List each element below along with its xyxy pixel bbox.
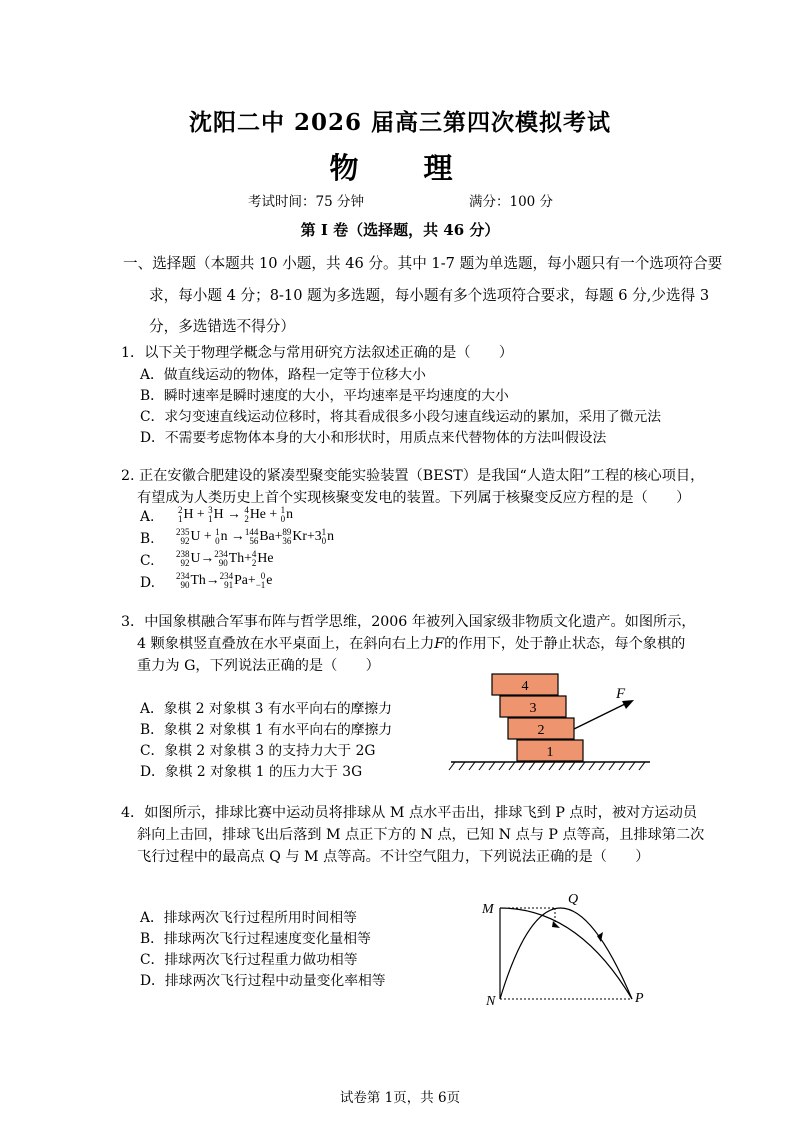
part-heading: 第 I 卷（选择题，共 46 分） — [300, 221, 500, 239]
point-m-label: M — [482, 902, 494, 917]
svg-text:3: 3 — [529, 701, 537, 716]
svg-text:1: 1 — [546, 745, 554, 760]
point-n-label: N — [486, 994, 496, 1009]
svg-text:4: 4 — [521, 679, 529, 694]
table-hatching — [449, 762, 645, 770]
q2-option-a-label: A. — [140, 509, 155, 525]
q2-option-a-equation: 2 1 H + 3 1 H → 4 2 He + 1 0 n — [178, 505, 294, 524]
q2-option-c-equation: 238 92 U→ 234 90 Th+ 4 2 He — [176, 549, 274, 568]
q4-stem-line-3: 飞行过程中的最高点 Q 与 M 点等高。不计空气阻力，下列说法正确的是（ ） — [137, 849, 650, 865]
q2-option-d-label: D. — [140, 575, 155, 591]
q4-option-b: B．排球两次飞行过程速度变化量相等 — [140, 931, 371, 947]
q2-option-b-label: B. — [140, 531, 155, 547]
q1-stem: 1．以下关于物理学概念与常用研究方法叙述正确的是（ ） — [121, 345, 514, 361]
second-flight-path — [500, 908, 632, 999]
q1-option-d: D．不需要考虑物体本身的大小和形状时，用质点来代替物体的方法叫假设法 — [140, 430, 607, 446]
exam-time: 考试时间：75 分钟 — [248, 194, 364, 210]
q4-option-c: C．排球两次飞行过程重力做功相等 — [140, 952, 358, 968]
q3-option-b: B．象棋 2 对象棋 1 有水平向右的摩擦力 — [140, 722, 393, 738]
q2-stem-line-2: 有望成为人类历史上首个实现核聚变发电的装置。下列属于核聚变反应方程的是（ ） — [137, 490, 691, 506]
volleyball-trajectory-figure — [478, 885, 658, 1010]
q2-option-d-equation: 234 90 Th→ 234 91 Pa+ 0 −1 e — [176, 571, 273, 590]
page-footer: 试卷第 1页，共 6页 — [339, 1090, 461, 1106]
piece-1 — [517, 740, 583, 761]
q3-option-a: A．象棋 2 对象棋 3 有水平向右的摩擦力 — [140, 701, 393, 717]
point-q-label: Q — [568, 892, 579, 907]
piece-2 — [508, 718, 574, 739]
section-instruction-line-2: 求，每小题 4 分；8-10 题为多选题，每小题有多个选项符合要求，每题 6 分,少选得 3 — [149, 287, 710, 304]
q4-stem-line-2: 斜向上击回，排球飞出后落到 M 点正下方的 N 点，已知 N 点与 P 点等高，且排球第二次 — [137, 827, 705, 843]
exam-title: 沈阳二中 2026 届高三第四次模拟考试 — [188, 109, 612, 136]
force-label: F — [616, 686, 626, 702]
q4-option-d: D．排球两次飞行过程中动量变化率相等 — [140, 973, 386, 989]
force-arrow — [574, 700, 634, 729]
q2-option-b-equation: 235 92 U + 1 0 n → 144 56 Ba+ 89 36 Kr+3 1 0 n — [176, 527, 335, 546]
q2-stem-line-1: 2. 正在安徽合肥建设的紧凑型聚变能实验装置（BEST）是我国“人造太阳”工程的核心项目， — [121, 468, 705, 484]
point-p-label: P — [635, 991, 644, 1006]
q3-option-d: D．象棋 2 对象棋 1 的压力大于 3G — [140, 764, 363, 780]
q3-stem-line-2: 4 颗象棋竖直叠放在水平桌面上，在斜向右上力F的作用下，处于静止状态，每个象棋的 — [137, 636, 686, 652]
nuclide-index: 2 1 — [178, 505, 183, 524]
q1-option-a: A．做直线运动的物体，路程一定等于位移大小 — [140, 367, 426, 383]
svg-text:2: 2 — [537, 723, 545, 738]
chess-stack-figure — [445, 668, 655, 778]
first-flight-path — [500, 908, 632, 999]
section-instruction-line-1: 一、选择题（本题共 10 小题，共 46 分。其中 1-7 题为单选题，每小题只有一个选项符合要 — [123, 255, 723, 272]
q1-option-b: B．瞬时速率是瞬时速度的大小，平均速率是平均速度的大小 — [140, 388, 509, 404]
q3-stem-line-1: 3．中国象棋融合军事布阵与哲学思维，2006 年被列入国家级非物质文化遗产。如图所示， — [121, 614, 696, 630]
section-instruction-line-3: 分，多选错选不得分） — [149, 318, 295, 335]
q2-option-c-label: C. — [140, 553, 155, 569]
force-symbol: F — [434, 636, 445, 652]
piece-3 — [500, 696, 566, 717]
piece-4 — [492, 674, 558, 695]
q4-stem-line-1: 4．如图所示，排球比赛中运动员将排球从 M 点水平击出，排球飞到 P 点时，被对方运动员 — [121, 805, 698, 821]
q3-stem-line-3: 重力为 G，下列说法正确的是（ ） — [137, 658, 380, 674]
q3-option-c: C．象棋 2 对象棋 3 的支持力大于 2G — [140, 743, 376, 759]
full-score: 满分：100 分 — [469, 194, 554, 210]
q4-option-a: A．排球两次飞行过程所用时间相等 — [140, 910, 357, 926]
subject-title: 物 理 — [329, 151, 471, 185]
q1-option-c: C．求匀变速直线运动位移时，将其看成很多小段匀速直线运动的累加，采用了微元法 — [140, 409, 662, 425]
